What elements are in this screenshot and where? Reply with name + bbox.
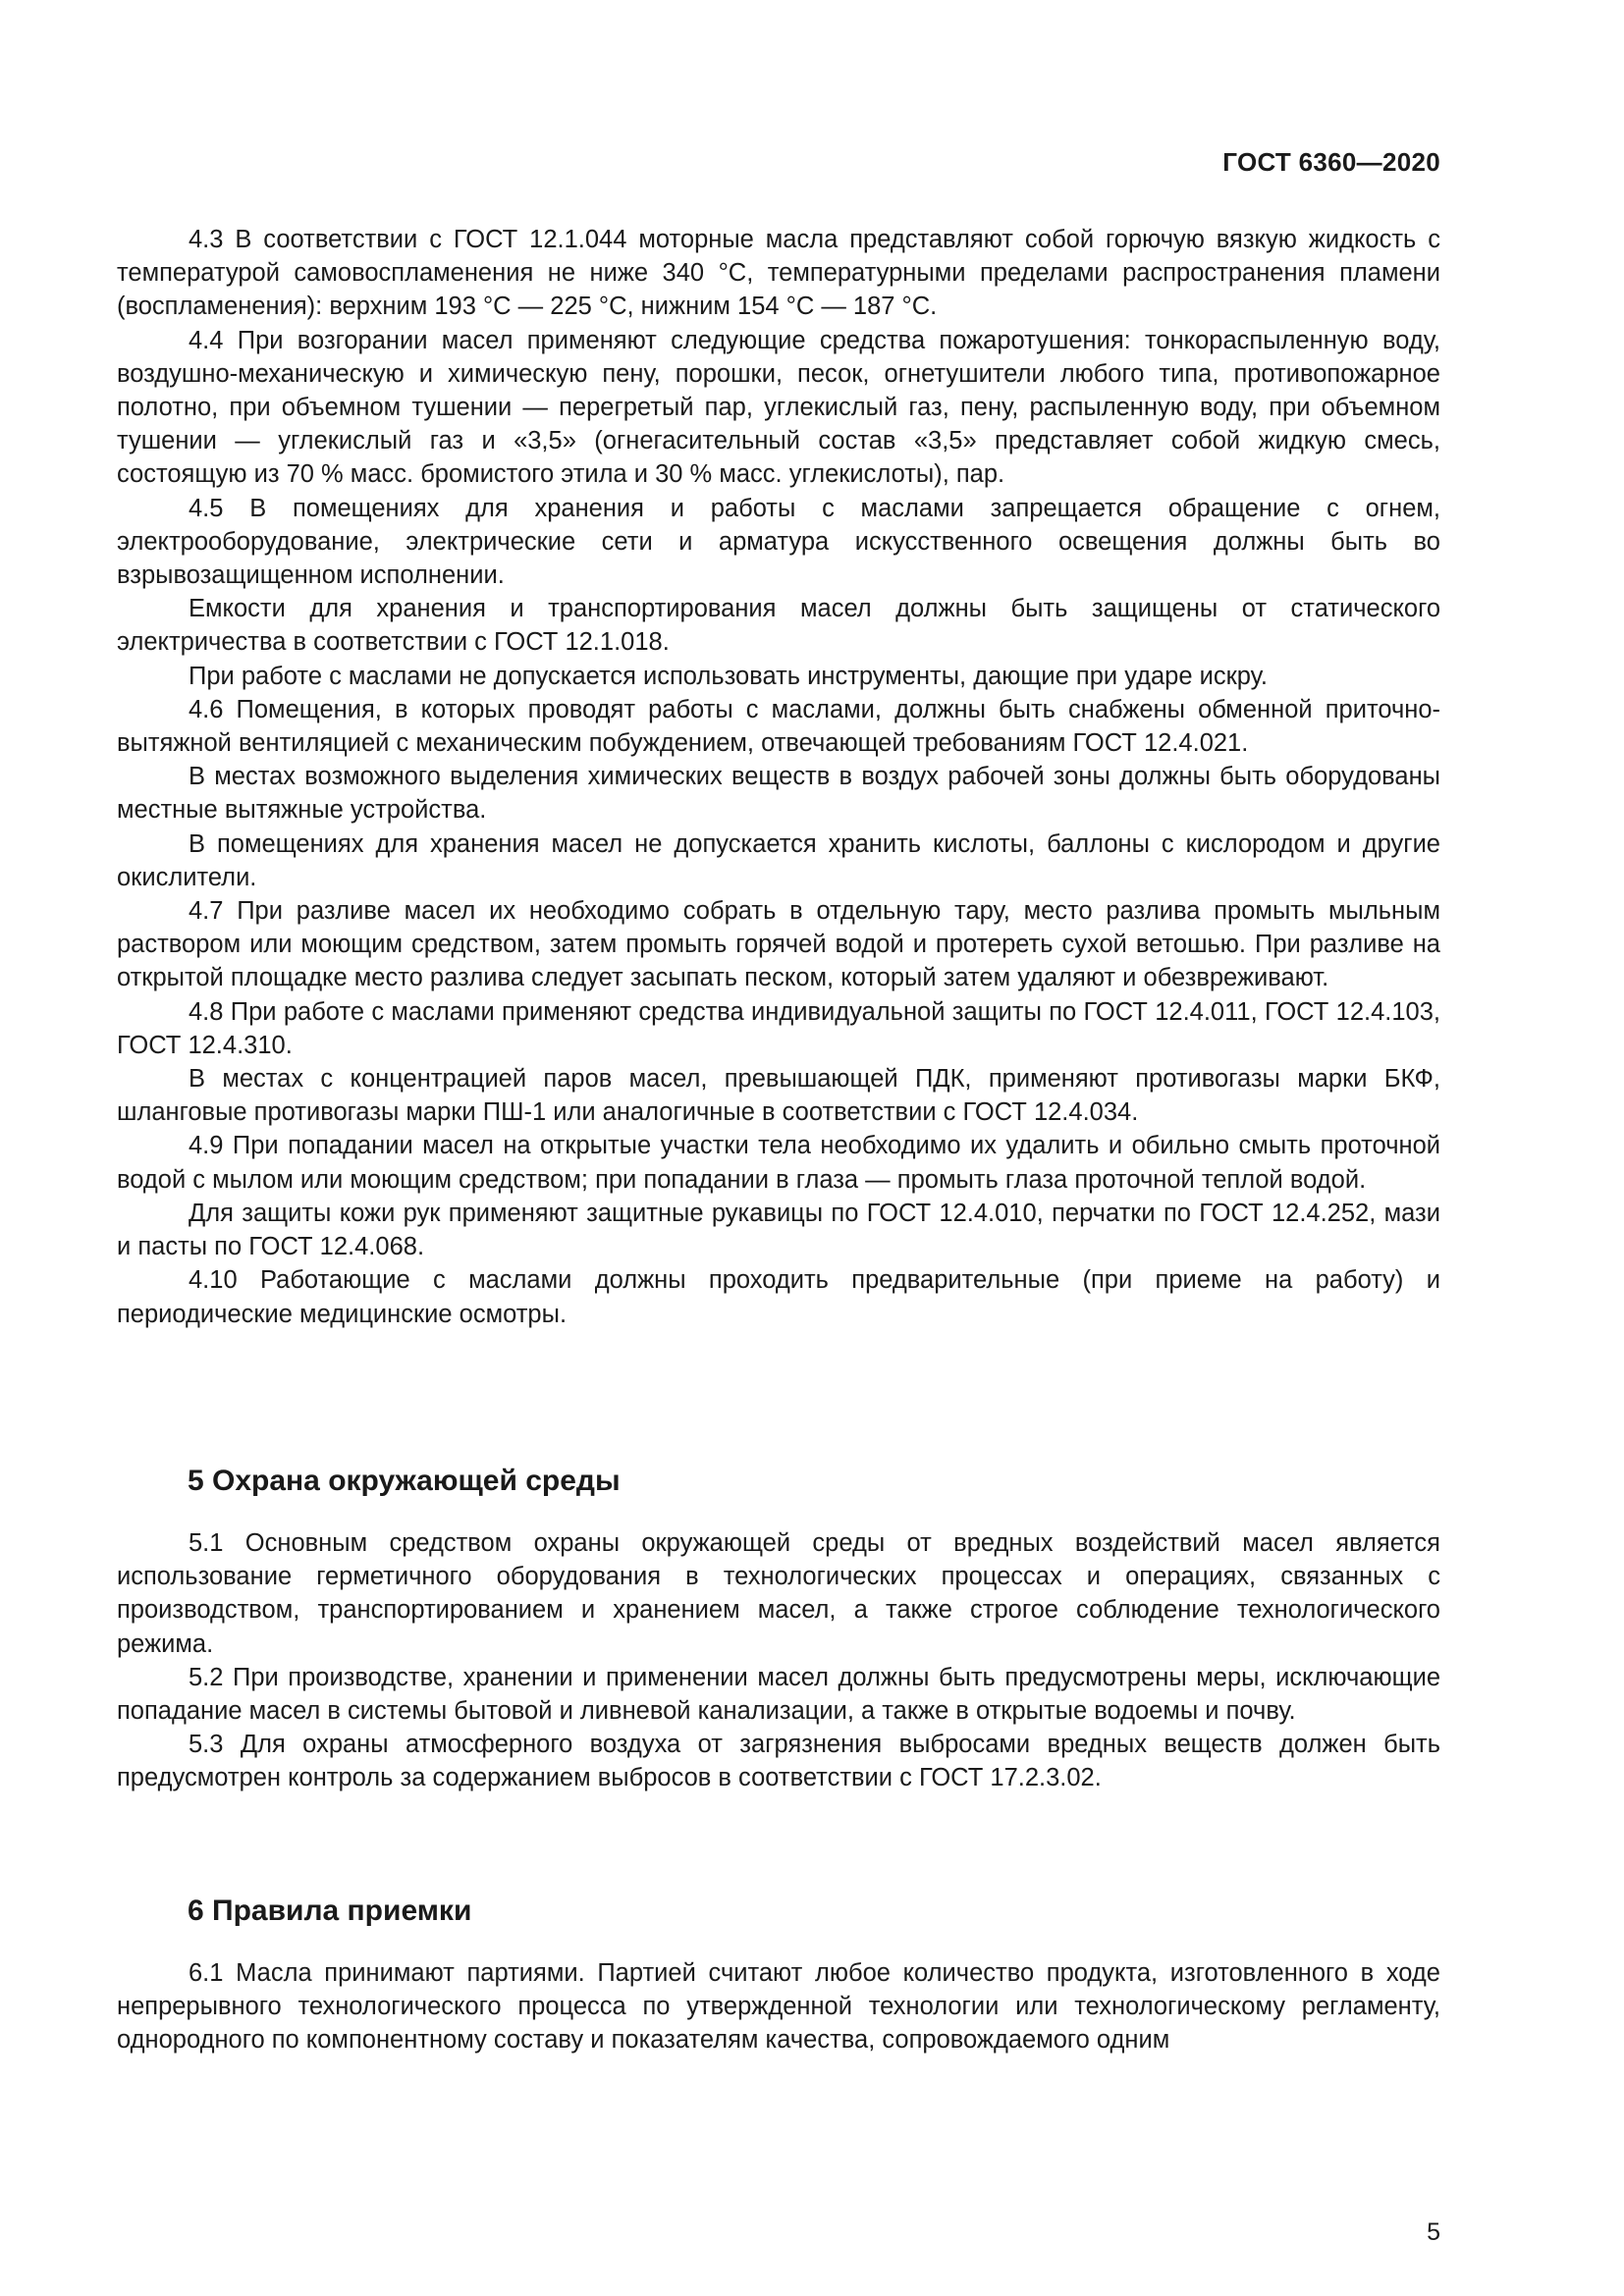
section-6-text [117,1956,1440,2057]
section-4-text [117,223,1440,1331]
paragraph-6-1: 6.1 Масла принимают партиями. Партией считают любое количество продукта, изготовленного в ходе непрерывного технологического процесса по утвержденной технологии или технологическому регламенту, однородного по компонентному составу и показателям качества, сопровождаемого одним [117,1959,1440,2055]
page-number: 5 [1427,2218,1440,2246]
paragraph-4-5-containers: Емкости для хранения и транспортирования масел должны быть защищены от статического электричества в соответствии с ГОСТ 12.1.018. [117,595,1440,657]
section-5-heading: 5 Охрана окружающей среды [188,1465,621,1497]
paragraph-4-10: 4.10 Работающие с маслами должны проходить предварительные (при приеме на работу) и периодические медицинские осмотры. [117,1266,1440,1328]
paragraph-4-8: 4.8 При работе с маслами применяют средства индивидуальной защиты по ГОСТ 12.4.011, ГОСТ 12.4.103, ГОСТ 12.4.310. [117,997,1440,1059]
section-5-text [117,1526,1440,1795]
paragraph-4-3: 4.3 В соответствии с ГОСТ 12.1.044 моторные масла представляют собой горючую вязкую жидкость с температурой самовоспламенения не ниже 340 °С, температурными пределами распространения пламени (воспламенения): верхним 193 °С — 225 °С, нижним 154 °С — 187 °С. [117,226,1440,321]
paragraph-5-2: 5.2 При производстве, хранении и применении масел должны быть предусмотрены меры, исключающие попадание масел в системы бытовой и ливневой канализации, а также в открытые водоемы и почву. [117,1663,1440,1726]
paragraph-5-3: 5.3 Для охраны атмосферного воздуха от загрязнения выбросами вредных веществ должен быть предусмотрен контроль за содержанием выбросов в соответствии с ГОСТ 17.2.3.02. [117,1731,1440,1792]
paragraph-4-4: 4.4 При возгорании масел применяют следующие средства пожаротушения: тонкораспыленную воду, воздушно-механическую и химическую пену, порошки, песок, огнетушители любого типа, противопожарное полотно, при объемном тушении — перегретый пар, углекислый газ, пену, распыленную воду, при объемном тушении — углекислый газ и «3,5» (огнегасительный состав «3,5» представляет собой жидкую смесь, состоящую из 70 % масс. бромистого этила и 30 % масс. углекислоты), пар. [117,326,1440,489]
paragraph-4-8-gasmasks: В местах с концентрацией паров масел, превышающей ПДК, применяют противогазы марки БКФ, шланговые противогазы марки ПШ-1 или аналогичные в соответствии с ГОСТ 12.4.034. [117,1065,1440,1127]
paragraph-4-6: 4.6 Помещения, в которых проводят работы с маслами, должны быть снабжены обменной приточно-вытяжной вентиляцией с механическим побуждением, отвечающей требованиям ГОСТ 12.4.021. [117,695,1440,758]
paragraph-4-9-gloves: Для защиты кожи рук применяют защитные рукавицы по ГОСТ 12.4.010, перчатки по ГОСТ 12.4.252, мази и пасты по ГОСТ 12.4.068. [117,1199,1440,1261]
paragraph-4-7: 4.7 При разливе масел их необходимо собрать в отдельную тару, место разлива промыть мыльным раствором или моющим средством, затем промыть горячей водой и протереть сухой ветошью. При разливе на открытой площадке место разлива следует засыпать песком, который затем удаляют и обезвреживают. [117,897,1440,992]
paragraph-4-6-storage: В помещениях для хранения масел не допускается хранить кислоты, баллоны с кислородом и другие окислители. [117,829,1440,891]
section-6-heading: 6 Правила приемки [188,1895,472,1927]
document-code-header: ГОСТ 6360—2020 [1222,147,1440,177]
paragraph-4-5: 4.5 В помещениях для хранения и работы с маслами запрещается обращение с огнем, электрооборудование, электрические сети и арматура искусственного освещения должны быть во взрывозащищенном исполнении. [117,494,1440,590]
paragraph-4-6-exhaust: В местах возможного выделения химических веществ в воздух рабочей зоны должны быть оборудованы местные вытяжные устройства. [117,763,1440,825]
paragraph-4-9: 4.9 При попадании масел на открытые участки тела необходимо их удалить и обильно смыть проточной водой с мылом или моющим средством; при попадании в глаза — промыть глаза проточной теплой водой. [117,1132,1440,1194]
paragraph-5-1: 5.1 Основным средством охраны окружающей среды от вредных воздействий масел является использование герметичного оборудования в технологических процессах и операциях, связанных с производством, транспортированием и хранением масел, а также строгое соблюдение технологического режима. [117,1529,1440,1658]
paragraph-4-5-tools: При работе с маслами не допускается использовать инструменты, дающие при ударе искру. [189,662,1268,690]
